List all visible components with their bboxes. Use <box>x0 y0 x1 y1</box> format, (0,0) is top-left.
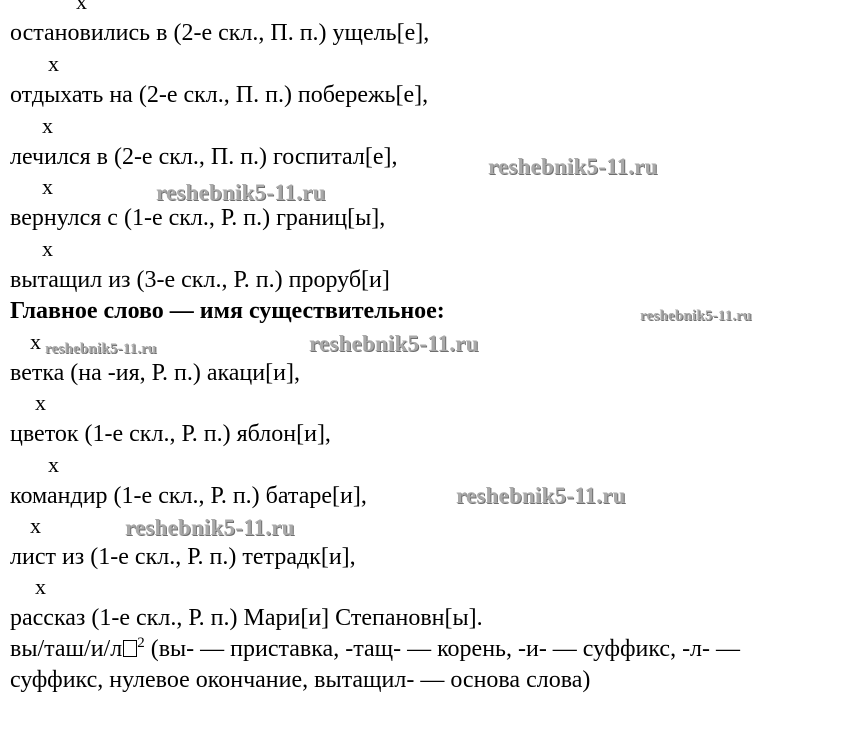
analysis-word: вы/таш/и/л <box>10 636 123 662</box>
mark-x: x <box>35 574 46 599</box>
section-heading: Главное слово — имя существительное: <box>10 298 445 324</box>
mark-x: x <box>42 113 53 138</box>
watermark: reshebnik5-11.ru <box>45 341 157 357</box>
mark-x: x <box>35 390 46 415</box>
mark-x: x <box>42 236 53 261</box>
mark-x: x <box>30 513 41 538</box>
text-line: цветок (1-е скл., Р. п.) яблон[и], <box>10 421 331 447</box>
mark-x: x <box>48 51 59 76</box>
text-line: вернулся с (1-е скл., Р. п.) границ[ы], <box>10 205 386 231</box>
watermark: reshebnik5-11.ru <box>640 308 752 324</box>
analysis-sup: 2 <box>137 635 145 651</box>
analysis-rest: (вы- — приставка, -тащ- — корень, -и- — суффикс, -л- — <box>144 636 741 662</box>
watermark: reshebnik5-11.ru <box>156 180 326 205</box>
text-line: вытащил из (3-е скл., Р. п.) проруб[и] <box>10 267 390 293</box>
text-line: лист из (1-е скл., Р. п.) тетрадк[и], <box>10 544 356 570</box>
text-line: рассказ (1-е скл., Р. п.) Мари[и] Степановн[ы]. <box>10 605 483 631</box>
watermark: reshebnik5-11.ru <box>125 515 295 540</box>
morpheme-analysis <box>10 635 740 663</box>
mark-x: x <box>42 174 53 199</box>
watermark: reshebnik5-11.ru <box>309 331 479 356</box>
text-line: лечился в (2-е скл., П. п.) госпитал[е], <box>10 144 398 170</box>
text-line: ветка (на -ия, Р. п.) акаци[и], <box>10 360 300 386</box>
mark-x: x <box>30 329 41 354</box>
watermark: reshebnik5-11.ru <box>456 483 626 508</box>
square-glyph-icon <box>123 640 137 657</box>
mark-x: x <box>48 452 59 477</box>
text-line: остановились в (2-е скл., П. п.) ущель[е], <box>10 20 430 46</box>
mark-x: x <box>76 0 87 14</box>
text-line: командир (1-е скл., Р. п.) батаре[и], <box>10 483 367 509</box>
text-line: отдыхать на (2-е скл., П. п.) побережь[е], <box>10 82 429 108</box>
watermark: reshebnik5-11.ru <box>488 154 658 179</box>
morpheme-analysis-cont: суффикс, нулевое окончание, вытащил- — основа слова) <box>10 667 591 693</box>
